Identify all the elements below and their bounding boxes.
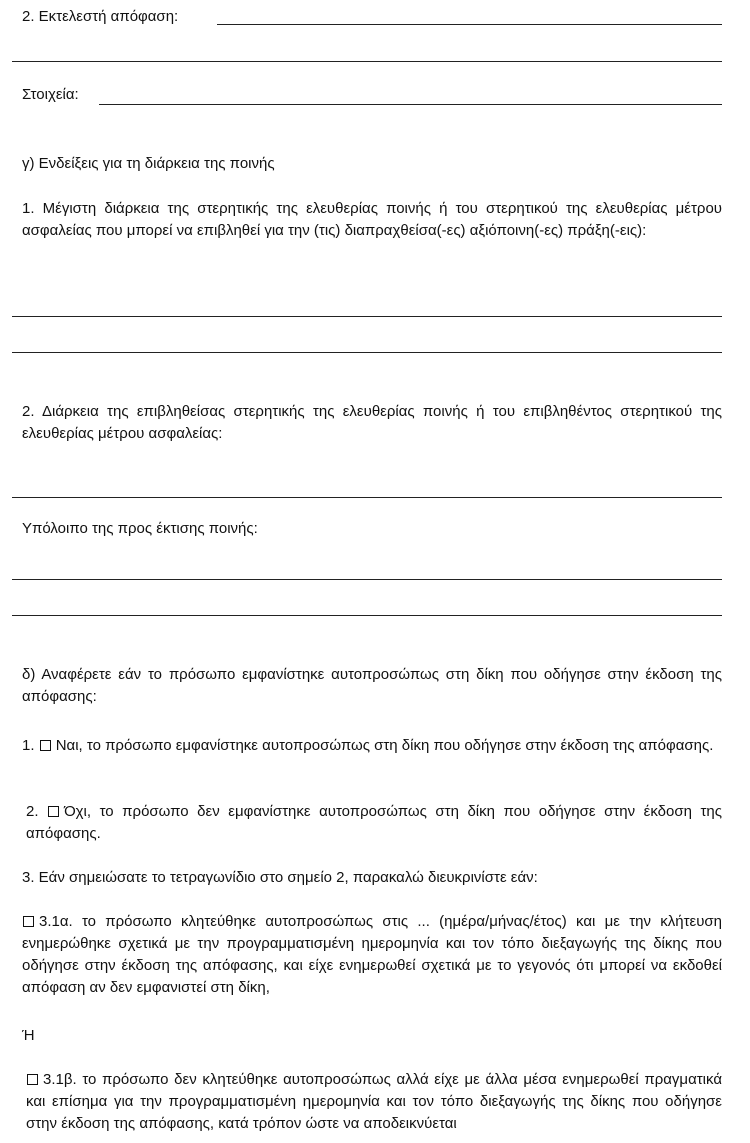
enforceable-decision-fill-line-2[interactable] — [12, 61, 722, 62]
remaining-sentence-label: Υπόλοιπο της προς έκτισης ποινής: — [22, 520, 258, 537]
section-d-heading: δ) Αναφέρετε εάν το πρόσωπο εμφανίστηκε αυτοπροσώπως στη δίκη που οδήγησε στην έκδοση της απόφασης: — [22, 666, 722, 705]
max-duration-fill-line-2[interactable] — [12, 352, 722, 353]
remaining-fill-line-1[interactable] — [12, 579, 722, 580]
option-3-1a-paragraph — [22, 911, 722, 999]
enforceable-decision-label: 2. Εκτελεστή απόφαση: — [22, 8, 179, 25]
max-duration-fill-line-1[interactable] — [12, 316, 722, 317]
details-label: Στοιχεία: — [22, 86, 79, 103]
clarify-prompt: 3. Εάν σημειώσατε το τετραγωνίδιο στο σημείο 2, παρακαλώ διευκρινίστε εάν: — [22, 869, 538, 886]
option-3-1a-text: 3.1α. το πρόσωπο κλητεύθηκε αυτοπροσώπως στις ... (ημέρα/μήνας/έτος) και με την κλήτευση ενημερώθηκε σχετικά με την προγραμματισμένη ημερομηνία και τον τόπο διεξαγωγής της δίκης που οδήγησε στην έκδοση της απόφασης, και είχε ενημερωθεί σχετικά με το γεγονός ότι μπορεί να εκδοθεί απόφαση αν δεν εμφανιστεί στη δίκη, — [22, 913, 722, 996]
option-3-1b-paragraph — [26, 1069, 722, 1143]
option-1-number: 1. — [22, 737, 35, 754]
option-3-1a-checkbox[interactable] — [23, 916, 34, 927]
option-2-text: Όχι, το πρόσωπο δεν εμφανίστηκε αυτοπροσώπως στη δίκη που οδήγησε στην έκδοση της απόφασης. — [26, 803, 722, 842]
max-duration-paragraph: 1. Μέγιστη διάρκεια της στερητικής της ελευθερίας ποινής ή του στερητικού της ελευθερίας μέτρου ασφαλείας που μπορεί να επιβληθεί για την (τις) διαπραχθείσα(-ες) αξιόποινη(-ες) πράξη(-εις): — [22, 200, 722, 239]
option-2-checkbox[interactable] — [48, 806, 59, 817]
option-2-paragraph — [26, 801, 722, 845]
option-1-paragraph — [22, 735, 722, 757]
enforceable-decision-fill-line[interactable] — [217, 24, 722, 25]
option-3-1b-checkbox[interactable] — [27, 1074, 38, 1085]
option-1-text: Ναι, το πρόσωπο εμφανίστηκε αυτοπροσώπως στη δίκη που οδήγησε στην έκδοση της απόφασης. — [55, 737, 714, 754]
imposed-duration-paragraph: 2. Διάρκεια της επιβληθείσας στερητικής της ελευθερίας ποινής ή του επιβληθέντος στερητικού της ελευθερίας μέτρου ασφαλείας: — [22, 403, 722, 442]
option-3-1b-text: 3.1β. το πρόσωπο δεν κλητεύθηκε αυτοπροσώπως αλλά είχε με άλλα μέσα ενημερωθεί πραγματικά και επίσημα για την προγραμματισμένη ημερομηνία και τον τόπο διεξαγωγής της δίκης που οδήγησε στην έκδοση της απόφασης, κατά τρόπον ώστε να αποδεικνύεται — [26, 1071, 722, 1132]
imposed-duration-fill-line[interactable] — [12, 497, 722, 498]
or-label: Ή — [22, 1027, 35, 1044]
option-1-checkbox[interactable] — [40, 740, 51, 751]
details-fill-line[interactable] — [99, 104, 722, 105]
remaining-fill-line-2[interactable] — [12, 615, 722, 616]
section-c-heading: γ) Ενδείξεις για τη διάρκεια της ποινής — [22, 155, 275, 172]
option-2-number: 2. — [26, 803, 39, 820]
